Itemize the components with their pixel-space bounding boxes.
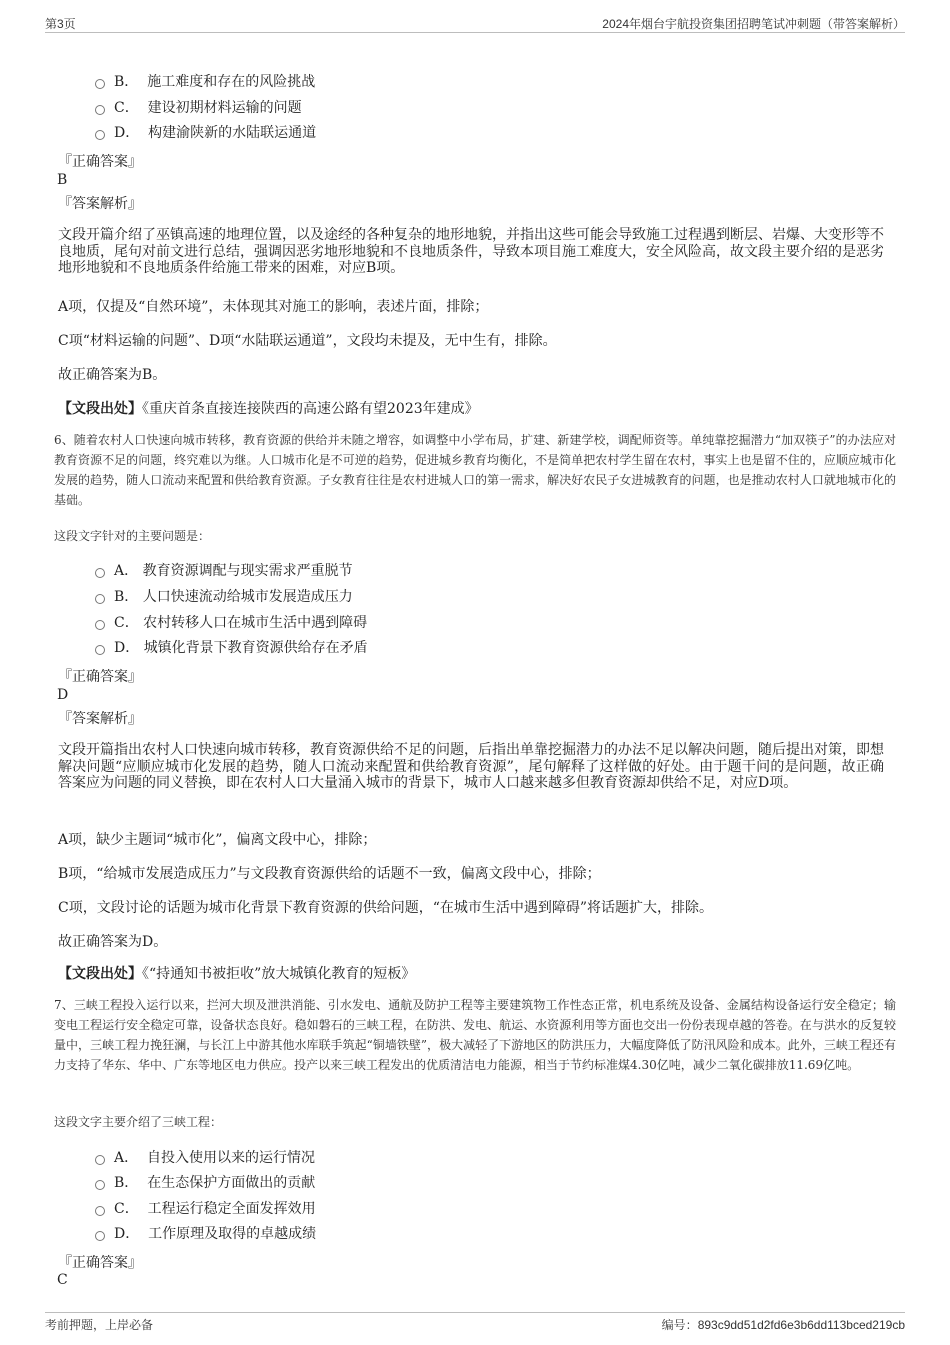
document-code [662, 1316, 905, 1333]
q6-option-b[interactable]: B． 人口快速流动给城市发展造成压力 [95, 586, 353, 608]
source-label: 【文段出处】 [58, 966, 142, 982]
q5-conclusion: 故正确答案为B。 [58, 367, 167, 383]
q6-option-d[interactable]: D． 城镇化背景下教育资源供给存在矛盾 [95, 637, 368, 659]
source-text: 《重庆首条直接连接陕西的高速公路有望2023年建成》 [142, 401, 479, 417]
q6-conclusion: 故正确答案为D。 [58, 934, 168, 950]
q7-option-b[interactable]: B． 在生态保护方面做出的贡献 [95, 1172, 315, 1194]
radio-icon[interactable] [95, 130, 105, 140]
source-label: 【文段出处】 [58, 401, 142, 417]
radio-icon[interactable] [95, 645, 105, 655]
radio-icon[interactable] [95, 594, 105, 604]
q6-source [58, 963, 415, 983]
q5-answer-label: 『正确答案』 [58, 154, 142, 170]
q6-note-c: C项，文段讨论的话题为城市化背景下教育资源的供给问题，“在城市生活中遇到障碍”将话题扩大，排除。 [58, 900, 714, 916]
q6-note-b: B项，“给城市发展造成压力”与文段教育资源供给的话题不一致，偏离文段中心，排除； [58, 866, 601, 882]
q7-prompt: 这段文字主要介绍了三峡工程： [54, 1115, 223, 1129]
code-label: 编号： [661, 1318, 698, 1332]
q5-source [58, 398, 479, 418]
q5-analysis-text: 文段开篇介绍了巫镇高速的地理位置，以及途经的各种复杂的地形地貌，并指出这些可能会导致施工过程遇到断层、岩爆、大变形等不良地质，尾句对前文进行总结，强调因恶劣地形地貌和不良地质条件，导致本项目施工难度大，安全风险高，故文段主要介绍的是恶劣地形地貌和不良地质条件给施工带来的困难，对应B项。 [58, 227, 884, 276]
radio-icon[interactable] [95, 79, 105, 89]
q6-prompt: 这段文字针对的主要问题是： [54, 529, 211, 543]
q7-answer: C [57, 1272, 68, 1288]
radio-icon[interactable] [95, 105, 105, 115]
q5-analysis-label: 『答案解析』 [58, 196, 142, 212]
document-title: 2024年烟台宇航投资集团招聘笔试冲刺题（带答案解析） [602, 17, 905, 31]
q5-answer: B [57, 172, 68, 188]
footer-slogan: 考前押题，上岸必备 [45, 1318, 154, 1332]
q6-answer-label: 『正确答案』 [58, 669, 142, 685]
code-value: 893c9dd51d2fd6e3b6dd113bced219cb [697, 1318, 905, 1332]
q7-answer-label: 『正确答案』 [58, 1255, 142, 1271]
q5-note-a: A项，仅提及“自然环境”，未体现其对施工的影响，表述片面，排除； [58, 299, 489, 315]
radio-icon[interactable] [95, 1206, 105, 1216]
q6-option-a[interactable]: A． 教育资源调配与现实需求严重脱节 [95, 560, 353, 582]
q5-option-b[interactable]: B． 施工难度和存在的风险挑战 [95, 71, 315, 93]
q6-analysis-label: 『答案解析』 [58, 711, 142, 727]
q5-option-d[interactable]: D． 构建渝陕新的水陆联运通道 [95, 122, 316, 144]
q6-stem: 6、随着农村人口快速向城市转移，教育资源的供给并未随之增容，如调整中小学布局，扩建、新建学校，调配师资等。单纯靠挖掘潜力“加双筷子”的办法应对教育资源不足的问题，终究难以为继。人口城市化是不可逆的趋势，促进城乡教育均衡化，不是简单把农村学生留在农村，事实上也是留不住的，应顺应城市化发展的趋势，随人口流动来配置和供给教育资源。子女教育往往是农村进城人口的第一需求，解决好农民子女进城教育的问题，也是推动农村人口就地城市化的基础。 [54, 433, 896, 507]
q7-stem: 7、三峡工程投入运行以来，拦河大坝及泄洪消能、引水发电、通航及防护工程等主要建筑物工作性态正常，机电系统及设备、金属结构设备运行安全稳定；输变电工程运行安全稳定可靠，设备状态良好。稳如磐石的三峡工程，在防洪、发电、航运、水资源利用等方面也交出一份份表现卓越的答卷。在与洪水的反复较量中，三峡工程力挽狂澜，与长江上中游其他水库联手筑起“铜墙铁壁”，极大减轻了下游地区的防洪压力，大幅度降低了防汛风险和成本。此外，三峡工程还有力支持了华东、华中、广东等地区电力供应。投产以来三峡工程发出的优质清洁电力能源，相当于节约标准煤4.30亿吨，减少二氧化碳排放11.69亿吨。 [54, 998, 896, 1072]
q6-note-a: A项，缺少主题词“城市化”，偏离文段中心，排除； [58, 832, 377, 848]
q6-analysis-text: 文段开篇指出农村人口快速向城市转移，教育资源供给不足的问题，后指出单靠挖掘潜力的办法不足以解决问题，随后提出对策，即想解决问题“应顺应城市化发展的趋势，随人口流动来配置和供给教育资源”，尾句解释了这样做的好处。由于题干问的是问题，故正确答案应为问题的同义替换，即在农村人口大量涌入城市的背景下，城市人口越来越多但教育资源却供给不足，对应D项。 [58, 742, 884, 791]
radio-icon[interactable] [95, 568, 105, 578]
radio-icon[interactable] [95, 1180, 105, 1190]
radio-icon[interactable] [95, 1155, 105, 1165]
q7-option-a[interactable]: A． 自投入使用以来的运行情况 [95, 1147, 315, 1169]
q5-note-cd: C项“材料运输的问题”、D项“水陆联运通道”，文段均未提及，无中生有，排除。 [58, 333, 557, 349]
q7-option-d[interactable]: D． 工作原理及取得的卓越成绩 [95, 1223, 316, 1245]
radio-icon[interactable] [95, 620, 105, 630]
q7-option-c[interactable]: C． 工程运行稳定全面发挥效用 [95, 1198, 316, 1220]
page-footer [45, 1312, 905, 1335]
radio-icon[interactable] [95, 1231, 105, 1241]
q6-answer: D [57, 687, 69, 703]
q5-option-c[interactable]: C． 建设初期材料运输的问题 [95, 97, 302, 119]
page-number: 第3页 [45, 17, 76, 31]
source-text: 《“持通知书被拒收”放大城镇化教育的短板》 [142, 966, 416, 982]
page-header [45, 12, 905, 33]
q6-option-c[interactable]: C． 农村转移人口在城市生活中遇到障碍 [95, 612, 367, 634]
